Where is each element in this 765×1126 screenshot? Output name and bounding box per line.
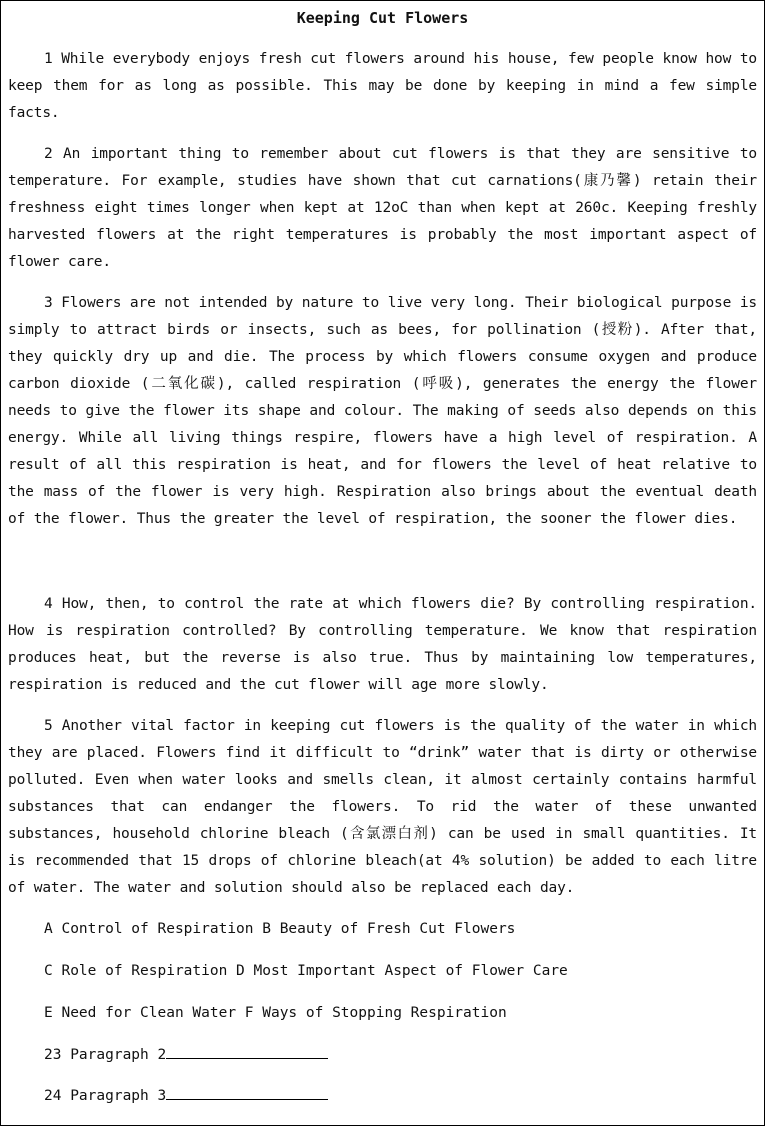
question-24-label: 24 Paragraph 3 <box>44 1088 167 1104</box>
paragraph-5: 5 Another vital factor in keeping cut flowers is the quality of the water in which they are placed. Flowers find it difficult to “drink” water that is dirty or otherwise polluted. Even when water looks and smells clean, it almost certainly contains harmful substances that can endanger the flowers. To rid the water of these unwanted substances, household chlorine bleach (含氯漂白剂) can be used in small quantities. It is recommended that 15 drops of chlorine bleach(at 4% solution) be added to each litre of water. The water and solution should also be replaced each day. <box>8 718 757 896</box>
paragraph-3: 3 Flowers are not intended by nature to live very long. Their biological purpose is simply to attract birds or insects, such as bees, for pollination (授粉). After that, they quickly dry up and die. The process by which flowers consume oxygen and produce carbon dioxide (二氧化碳), called respiration (呼吸), generates the energy the flower needs to give the flower its shape and colour. The making of seeds also depends on this energy. While all living things respire, flowers have a high level of respiration. A result of all this respiration is heat, and for flowers the level of heat relative to the mass of the flower is very high. Respiration also brings about the eventual death of the flower. Thus the greater the level of respiration, the sooner the flower dies. <box>8 295 757 527</box>
options-line-1: A Control of Respiration B Beauty of Fresh Cut Flowers <box>44 921 516 937</box>
options-line-2: C Role of Respiration D Most Important Aspect of Flower Care <box>44 963 568 979</box>
paragraph-1: 1 While everybody enjoys fresh cut flowers around his house, few people know how to keep them for as long as possible. This may be done by keeping in mind a few simple facts. <box>8 51 757 121</box>
document-title: Keeping Cut Flowers <box>296 9 469 27</box>
question-23 <box>8 1042 757 1069</box>
question-24 <box>8 1083 757 1110</box>
answer-blank-23[interactable] <box>166 1044 328 1059</box>
paragraph-2: 2 An important thing to remember about cut flowers is that they are sensitive to temperature. For example, studies have shown that cut carnations(康乃馨) retain their freshness eight times longer when kept at 12oC than when kept at 260c. Keeping freshly harvested flowers at the right temperatures is probably the most important aspect of flower care. <box>8 146 757 270</box>
answer-blank-24[interactable] <box>166 1085 328 1100</box>
options-line-3: E Need for Clean Water F Ways of Stopping Respiration <box>44 1005 507 1021</box>
question-23-label: 23 Paragraph 2 <box>44 1047 167 1063</box>
paragraph-gap <box>8 547 757 591</box>
paragraph-4: 4 How, then, to control the rate at which flowers die? By controlling respiration. How is respiration controlled? By controlling temperature. We know that respiration produces heat, but the reverse is also true. Thus by maintaining low temperatures, respiration is reduced and the cut flower will age more slowly. <box>8 596 757 693</box>
